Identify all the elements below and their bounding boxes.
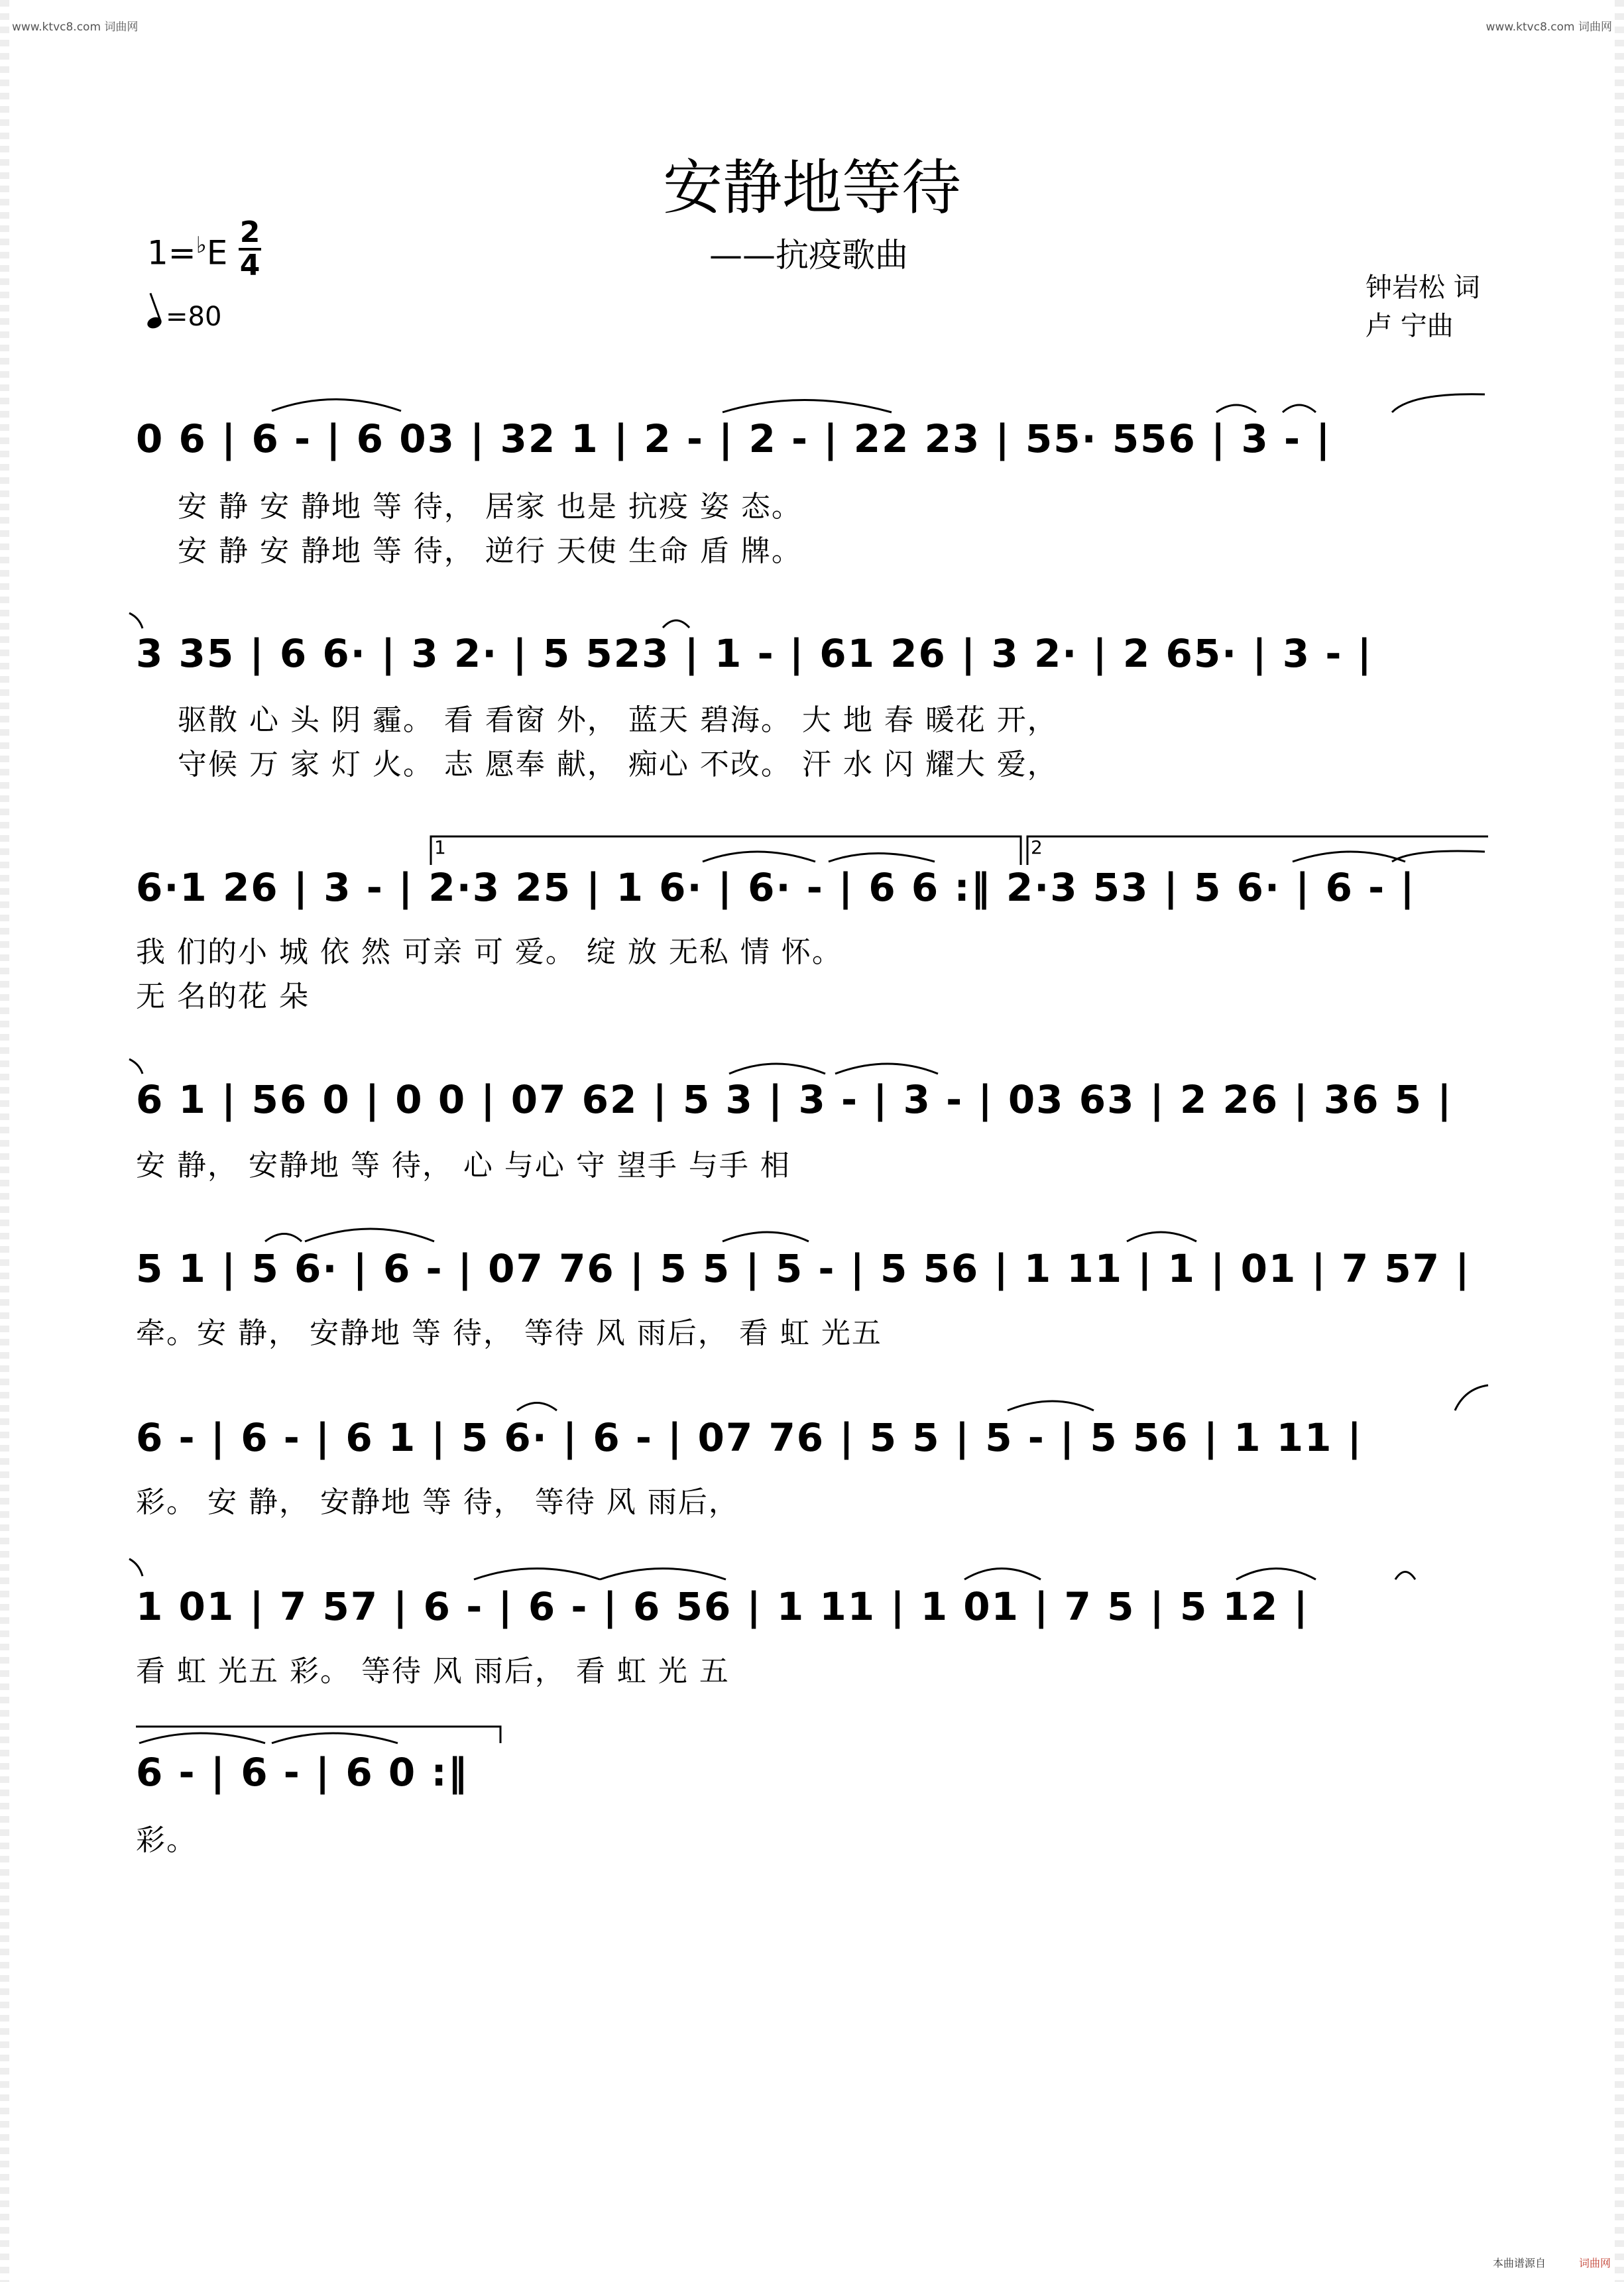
watermark-right: www.ktvc8.com 词曲网 (1485, 21, 1612, 34)
notation-row-8: 6 - | 6 - | 6 0 :‖ (136, 1750, 469, 1795)
slur-r8-b (272, 1733, 398, 1743)
slur-r7-e (1236, 1569, 1316, 1580)
slur-r7-d (964, 1569, 1041, 1580)
key-note: E (206, 233, 228, 272)
lyric-row-5: 牵。安 静， 安静地 等 待， 等待 风 雨后， 看 虹 光五 (136, 1316, 882, 1350)
footer-site: 词曲网 (1578, 2257, 1611, 2269)
slur-r1-d (1283, 405, 1316, 412)
slur-r6-a (517, 1403, 557, 1411)
slur-r2-b (663, 620, 689, 628)
slur-r6-c (1455, 1385, 1488, 1410)
notation-row-1: 0 6 | 6 - | 6 03 | 32 1 | 2 - | 2 - | 22 23 | 55· 556 | 3 - | (136, 416, 1332, 461)
song-subtitle: ——抗疫歌曲 (709, 236, 908, 274)
notation-row-4: 6 1 | 56 0 | 0 0 | 07 62 | 5 3 | 3 - | 3 - | 03 63 | 2 26 | 36 5 | (136, 1077, 1453, 1122)
tempo-value: =80 (166, 302, 222, 332)
slur-r8-a (139, 1733, 265, 1743)
notation-row-7: 1 01 | 7 57 | 6 - | 6 - | 6 56 | 1 11 | 1 01 | 7 5 | 5 12 | (136, 1584, 1309, 1629)
composer: 卢 宁曲 (1365, 311, 1454, 341)
slur-r1-c (1216, 405, 1256, 412)
volta-2-bracket (1027, 836, 1488, 865)
slur-r5-d (1127, 1232, 1196, 1241)
lyric-row-3-verse-2: 无 名的花 朵 (136, 980, 310, 1013)
lyric-row-3-verse-1: 我 们的小 城 依 然 可亲 可 爱。 绽 放 无私 情 怀。 (136, 935, 842, 969)
slur-r3-b (829, 854, 935, 862)
song-title: 安静地等待 (663, 153, 961, 223)
footer-source: 本曲谱源自 (1492, 2257, 1546, 2269)
slur-r7-f (1395, 1572, 1415, 1580)
key-prefix: 1= (147, 233, 196, 272)
flat-sign: ♭ (196, 232, 207, 258)
slur-r1-a (272, 400, 401, 412)
lyric-row-6: 彩。 安 静， 安静地 等 待， 等待 风 雨后， (136, 1485, 739, 1519)
slur-r7-c (600, 1569, 726, 1580)
slur-r5-a (265, 1234, 302, 1242)
slur-r3-d (1392, 851, 1485, 862)
slur-r3-a (703, 852, 815, 862)
lyric-row-8: 彩。 (136, 1823, 197, 1857)
notation-row-2: 3 35 | 6 6· | 3 2· | 5 523 | 1 - | 61 26 | 3 2· | 2 65· | 3 - | (136, 631, 1373, 676)
time-top: 2 (239, 215, 261, 249)
lyric-row-7: 看 虹 光五 彩。 等待 风 雨后， 看 虹 光 五 (136, 1654, 730, 1688)
time-bottom: 4 (239, 249, 261, 282)
lyric-row-1-verse-2: 安 静 安 静地 等 待， 逆行 天使 生命 盾 牌。 (178, 534, 802, 568)
notation-row-3: 6·1 26 | 3 - | 2·3 25 | 1 6· | 6· - | 6 6 :‖ 2·3 53 | 5 6· | 6 - | (136, 865, 1416, 910)
slur-r4-c (835, 1064, 938, 1074)
slur-r6-b (1008, 1401, 1094, 1410)
slur-r3-c (1293, 852, 1405, 862)
end-bracket (136, 1727, 500, 1743)
lyricist: 钟岩松 词 (1365, 272, 1480, 303)
volta-1-label: 1 (434, 836, 446, 858)
lyric-row-4: 安 静， 安静地 等 待， 心 与心 守 望手 与手 相 (136, 1149, 791, 1182)
slur-r1-e (1392, 394, 1485, 412)
lyric-row-2-verse-2: 守候 万 家 灯 火。 志 愿奉 献， 痴心 不改。 汗 水 闪 耀大 爱， (178, 748, 1058, 781)
slur-r5-b (305, 1229, 434, 1241)
watermark-left: www.ktvc8.com 词曲网 (12, 21, 139, 34)
volta-2-label: 2 (1031, 836, 1043, 858)
slur-r5-c (723, 1232, 809, 1241)
slur-r4-a (129, 1059, 143, 1074)
slur-r1-b (723, 400, 892, 413)
notation-row-6: 6 - | 6 - | 6 1 | 5 6· | 6 - | 07 76 | 5 5 | 5 - | 5 56 | 1 11 | (136, 1415, 1363, 1460)
slur-r4-b (729, 1064, 825, 1074)
lyric-row-1-verse-1: 安 静 安 静地 等 待， 居家 也是 抗疫 姿 态。 (178, 490, 802, 524)
notation-row-5: 5 1 | 5 6· | 6 - | 07 76 | 5 5 | 5 - | 5 56 | 1 11 | 1 | 01 | 7 57 | (136, 1246, 1471, 1291)
slur-r2-a (129, 613, 143, 628)
slur-r7-a (129, 1559, 143, 1576)
slur-r7-b (474, 1569, 600, 1580)
lyric-row-2-verse-1: 驱散 心 头 阴 霾。 看 看窗 外， 蓝天 碧海。 大 地 春 暖花 开， (178, 703, 1058, 737)
